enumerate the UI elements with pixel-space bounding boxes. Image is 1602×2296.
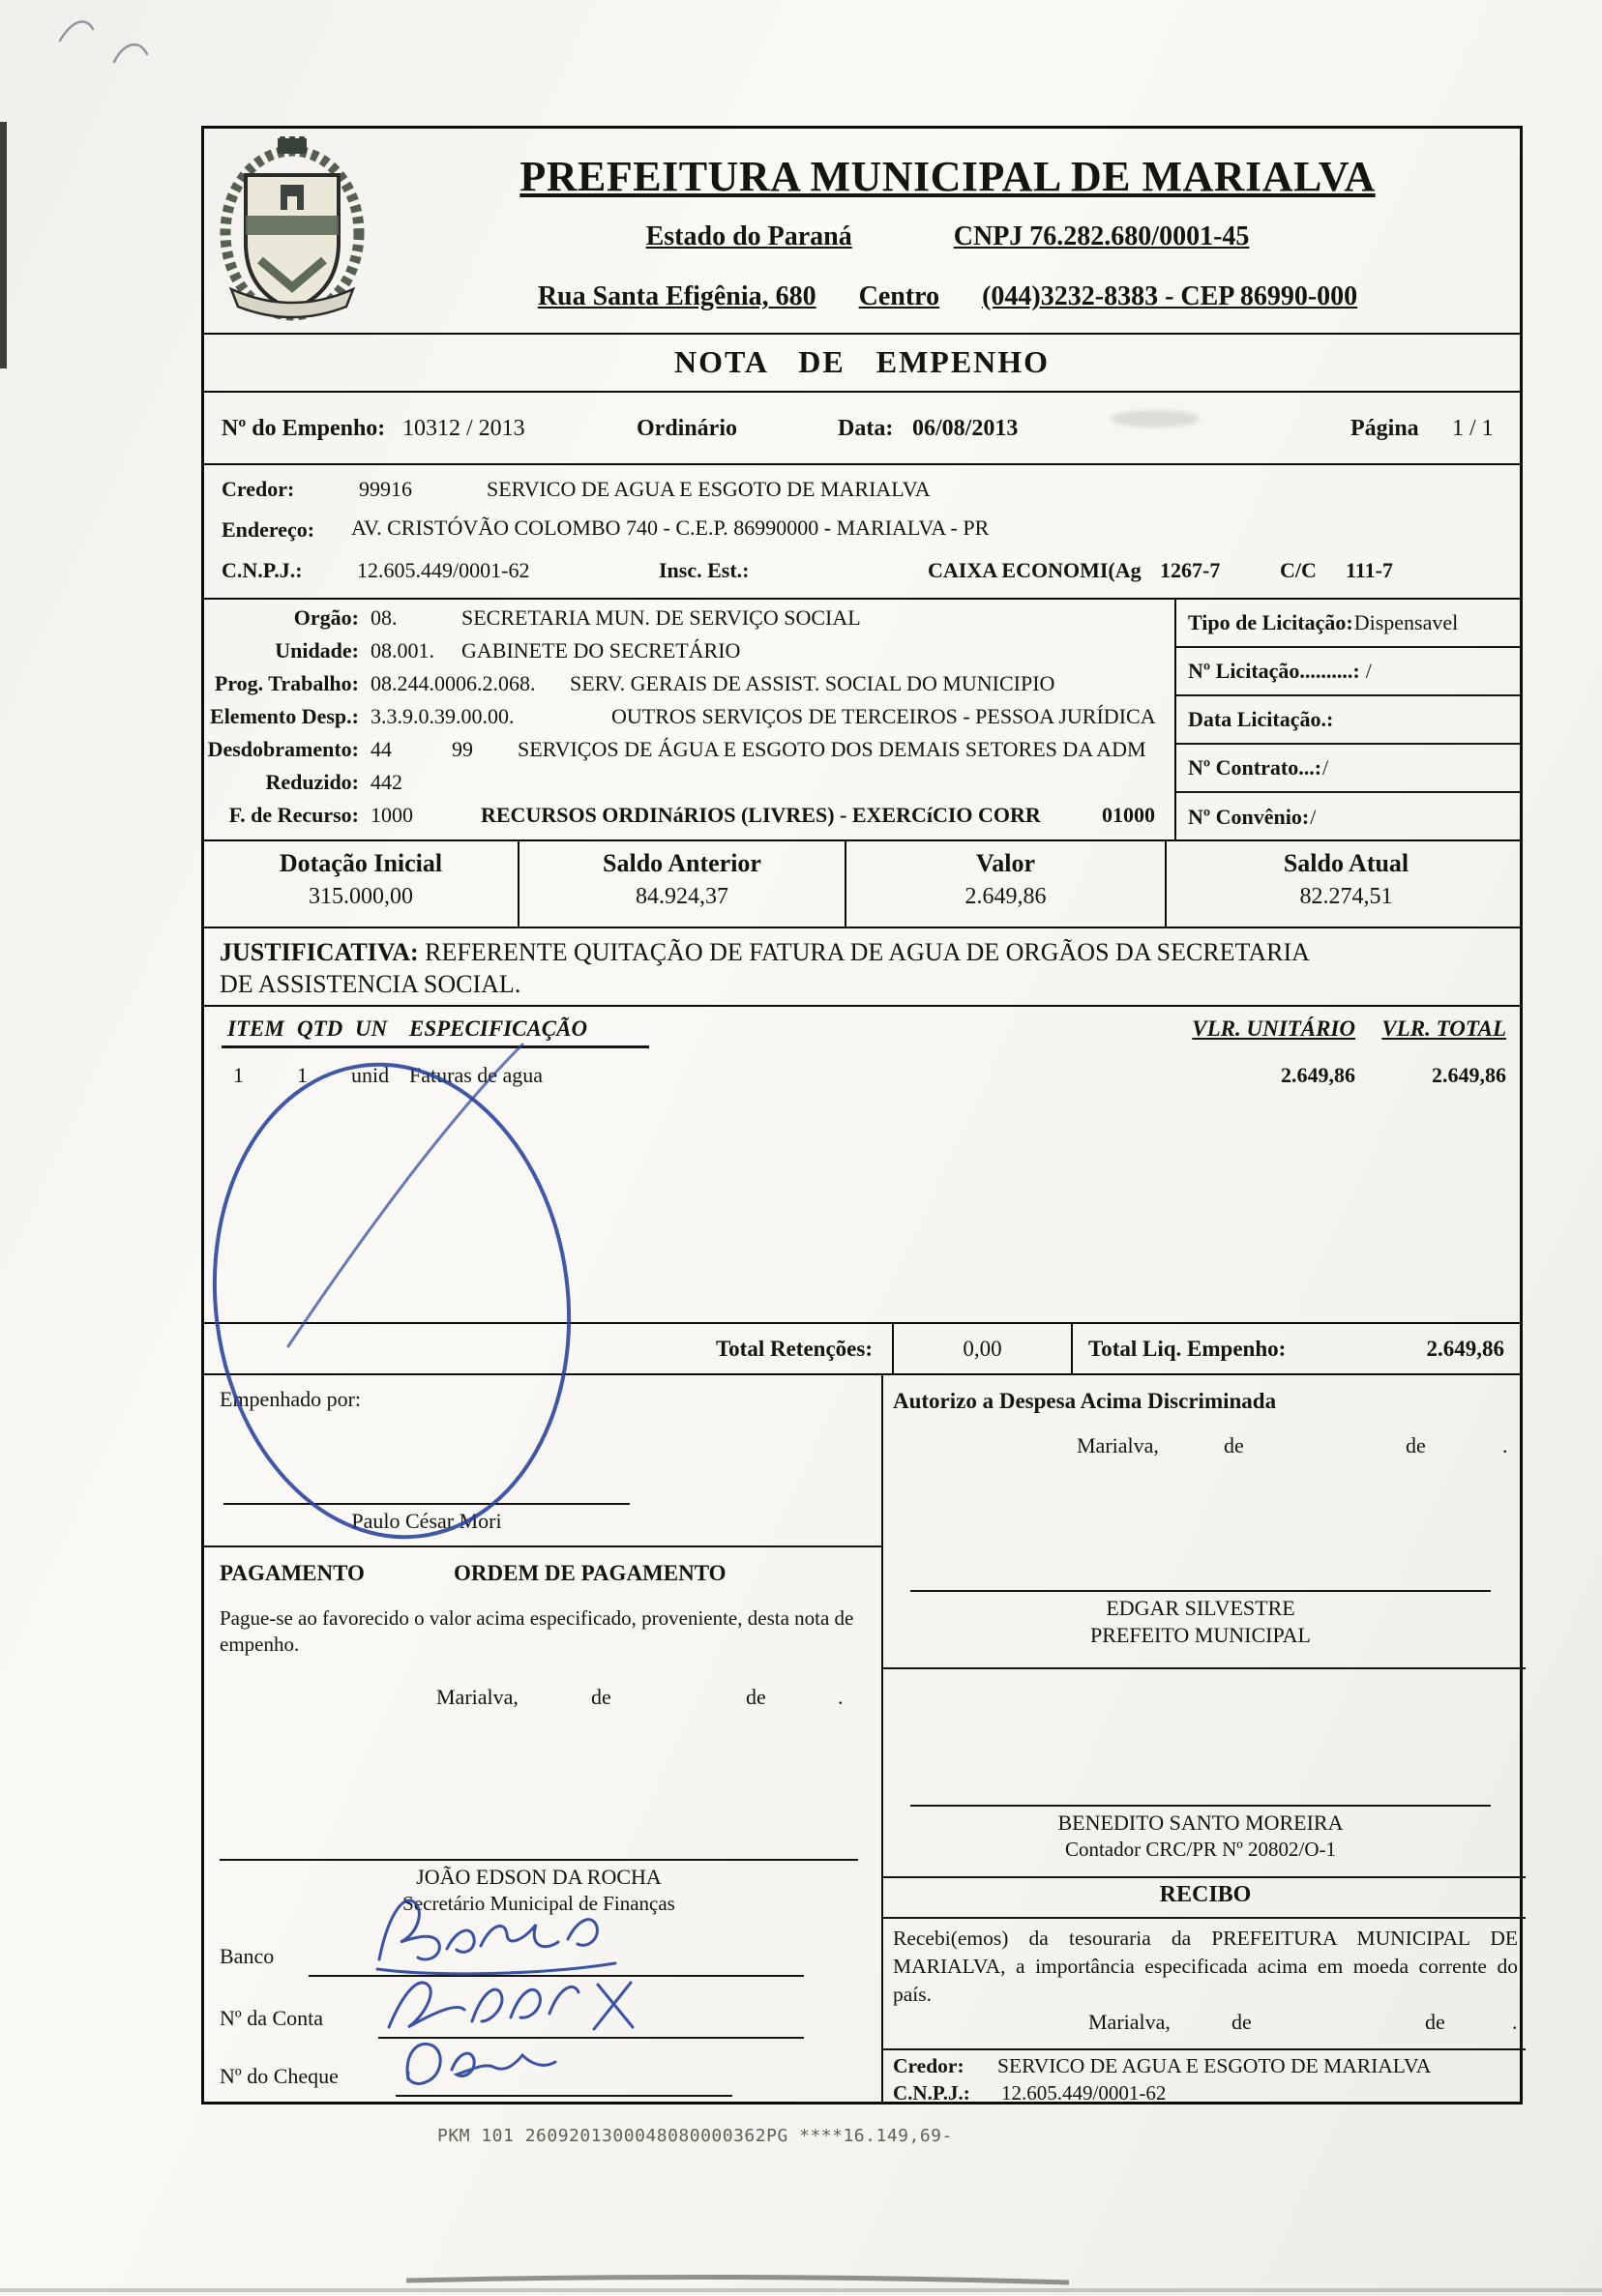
banco-name: CAIXA ECONOMI(Ag: [928, 558, 1142, 582]
section-divider: [883, 1667, 1526, 1669]
budget-label: Desdobramento:: [207, 737, 359, 761]
item-cell: 1: [233, 1063, 244, 1087]
budget-code: 08.: [371, 605, 398, 630]
nota-de-empenho-form: [201, 126, 1523, 2105]
total-retencoes-value: 0,00: [963, 1336, 1002, 1361]
date-value: 06/08/2013: [912, 416, 1019, 441]
document-header: [204, 129, 1520, 333]
licitacao-tipo-row: [1176, 600, 1520, 648]
insc-est-label: Insc. Est.:: [659, 558, 750, 582]
tipo-licitacao-value: Dispensavel: [1353, 610, 1459, 634]
espec-col-header: ESPECIFICAÇÃO: [409, 1016, 588, 1041]
money-header: Valor: [845, 841, 1165, 884]
signature-line: [910, 1805, 1491, 1807]
section-divider: [883, 2048, 1526, 2050]
city-line-de: de: [1425, 2010, 1445, 2034]
contrato-row: [1176, 745, 1520, 793]
vlr-unitario-cell: 2.649,86: [1281, 1063, 1355, 1087]
items-table: [204, 1005, 1520, 1322]
total-liq-value: 2.649,86: [1426, 1336, 1504, 1361]
state-label: Estado do Paraná: [645, 221, 852, 251]
budget-extra-code: 01000: [1102, 803, 1155, 827]
right-signature-column: [881, 1375, 1526, 2104]
total-liq-label: Total Liq. Empenho:: [1088, 1336, 1287, 1361]
budget-label: Reduzido:: [265, 770, 359, 794]
doc-title-bar: NOTA DE EMPENHO: [204, 333, 1520, 391]
marialva-coat-of-arms-icon: [216, 136, 369, 327]
phone-cep: (044)3232-8383 - CEP 86990-000: [982, 281, 1358, 311]
convenio-row: [1176, 793, 1520, 841]
city-line-de: de: [591, 1685, 611, 1709]
endereco-label: Endereço:: [222, 517, 315, 542]
un-cell: unid: [351, 1063, 390, 1087]
total-liq-cell: [1071, 1324, 1520, 1373]
recibo-credor-label: Credor:: [893, 2054, 964, 2077]
items-left-headers: [222, 1016, 649, 1048]
city-line-de: de: [1406, 1433, 1426, 1457]
pagamento-heading: PAGAMENTO: [220, 1561, 365, 1585]
licitacao-numero-row: [1176, 648, 1520, 696]
recibo-text: Recebi(emos) da tesouraria da PREFEITURA MUNICIPAL DE MARIALVA, a importância especificada acima em moeda corrente do país.: [893, 1927, 1518, 2006]
scan-edge-artifact: [0, 122, 7, 368]
money-value: 82.274,51: [1165, 884, 1526, 928]
banco-field-label: Banco: [220, 1944, 275, 1968]
cc-label: C/C: [1280, 558, 1317, 582]
total-retencoes-cell: [204, 1324, 892, 1373]
recibo-cnpj-value: 12.605.449/0001-62: [1001, 2081, 1167, 2105]
budget-block: [204, 598, 1520, 839]
conta-field-line: [378, 2037, 804, 2039]
vlr-total-cell: 2.649,86: [1432, 1063, 1506, 1087]
signature-line: [910, 1590, 1491, 1592]
total-retencoes-label: Total Retenções:: [715, 1336, 873, 1361]
city-line-dot: .: [1512, 2010, 1518, 2034]
city-line-city: Marialva,: [1088, 2010, 1171, 2034]
city-line-de: de: [1224, 1433, 1244, 1457]
budget-label: F. de Recurso:: [228, 803, 359, 827]
section-divider: [883, 1917, 1526, 1919]
money-value: 2.649,86: [845, 884, 1165, 928]
credor-name: SERVICO DE AGUA E ESGOTO DE MARIALVA: [487, 477, 931, 501]
convenio-value: /: [1310, 805, 1317, 829]
budget-label: Elemento Desp.:: [210, 704, 359, 728]
header-state-line: [383, 221, 1512, 252]
scan-bottom-streak: [0, 2288, 1602, 2292]
item-col-header: ITEM: [227, 1016, 284, 1041]
budget-label: Prog. Trabalho:: [214, 671, 359, 695]
budget-label: Unidade:: [275, 638, 359, 662]
recibo-credor-value: SERVICO DE AGUA E ESGOTO DE MARIALVA: [997, 2054, 1432, 2077]
budget-desc: RECURSOS ORDINáRIOS (LIVRES) - EXERCíCIO CORR: [481, 803, 1041, 827]
empenho-number-row: [204, 391, 1520, 463]
city-line-city: Marialva,: [436, 1685, 519, 1709]
empenho-type: Ordinário: [637, 416, 738, 441]
budget-code: 08.244.0006.2.068.: [371, 671, 536, 695]
signature-line: [220, 1859, 858, 1861]
date-label: Data:: [838, 416, 894, 441]
financas-signer-name: JOÃO EDSON DA ROCHA: [416, 1865, 662, 1889]
money-header: Dotação Inicial: [279, 849, 443, 877]
prefeito-signer-title: PREFEITO MUNICIPAL: [1090, 1623, 1311, 1647]
espec-cell: Faturas de agua: [409, 1063, 544, 1087]
section-divider: [883, 1876, 1526, 1878]
endereco-value: AV. CRISTÓVÃO COLOMBO 740 - C.E.P. 86990000 - MARIALVA - PR: [351, 515, 990, 540]
qtd-cell: 1: [297, 1063, 308, 1087]
conta-field-label: Nº da Conta: [220, 2006, 324, 2030]
tipo-licitacao-label: Tipo de Licitação:: [1188, 610, 1353, 634]
justificativa-text: REFERENTE QUITAÇÃO DE FATURA DE AGUA DE ORGÃOS DA SECRETARIA DE ASSISTENCIA SOCIAL.: [220, 938, 1309, 998]
cc-value: 111-7: [1346, 558, 1393, 582]
header-address-line: [383, 281, 1512, 312]
num-licitacao-label: Nº Licitação..........:: [1188, 659, 1360, 683]
justificativa-block: [204, 927, 1520, 1005]
credor-cnpj-label: C.N.P.J.:: [222, 558, 303, 582]
page-title: PREFEITURA MUNICIPAL DE MARIALVA: [519, 153, 1376, 200]
cheque-field-label: Nº do Cheque: [220, 2064, 339, 2088]
licitacao-data-row: [1176, 696, 1520, 745]
city-line-dot: .: [838, 1685, 844, 1709]
budget-desc: SERVIÇOS DE ÁGUA E ESGOTO DOS DEMAIS SETORES DA ADM: [518, 737, 1146, 761]
qtd-col-header: QTD: [297, 1016, 343, 1041]
vlr-unitario-header: VLR. UNITÁRIO: [1192, 1016, 1355, 1041]
recibo-cnpj-label: C.N.P.J.:: [893, 2081, 970, 2105]
money-value: 84.924,37: [518, 884, 845, 928]
autorizo-heading: Autorizo a Despesa Acima Discriminada: [893, 1389, 1277, 1413]
contador-signer-title: Contador CRC/PR Nº 20802/O-1: [1064, 1838, 1337, 1861]
signature-line: [223, 1503, 630, 1505]
cheque-field-line: [396, 2095, 732, 2097]
dot-matrix-print-line: PKM 101 2609201300048080000362PG ****16.149,69-: [437, 2126, 953, 2146]
city-line-dot: .: [1502, 1433, 1508, 1457]
agencia-value: 1267-7: [1160, 558, 1221, 582]
justificativa-label: JUSTIFICATIVA:: [220, 938, 419, 966]
empenho-number: 10312 / 2013: [402, 416, 525, 441]
retencoes-value-cell: [892, 1324, 1071, 1373]
city-line-de: de: [1231, 2010, 1252, 2034]
contrato-label: Nº Contrato...:: [1188, 755, 1322, 780]
budget-label: Orgão:: [293, 605, 359, 630]
street-address: Rua Santa Efigênia, 680: [537, 281, 816, 311]
budget-desc: OUTROS SERVIÇOS DE TERCEIROS - PESSOA JURÍDICA: [611, 704, 1156, 728]
header-text-block: [383, 129, 1512, 333]
pague-se-text: Pague-se ao favorecido o valor acima especificado, proveniente, desta nota de empenho.: [220, 1606, 854, 1656]
district: Centro: [858, 281, 940, 311]
credor-code: 99916: [359, 477, 412, 501]
budget-code2: 99: [452, 737, 473, 761]
cnpj-label: CNPJ 76.282.680/0001-45: [953, 221, 1250, 251]
budget-desc: GABINETE DO SECRETÁRIO: [461, 638, 741, 662]
left-signature-column: [204, 1375, 881, 2104]
justificativa-text-wrap: [220, 936, 1347, 1000]
city-line-city: Marialva,: [1077, 1433, 1159, 1457]
budget-code: 44: [371, 737, 392, 761]
credor-block: [204, 463, 1520, 598]
budget-code: 08.001.: [371, 638, 434, 662]
contrato-value: /: [1322, 755, 1329, 780]
page-label: Página: [1350, 416, 1419, 441]
prefeito-signer-name: EDGAR SILVESTRE: [1106, 1596, 1295, 1620]
recibo-heading: RECIBO: [1159, 1882, 1252, 1907]
city-line-de: de: [746, 1685, 766, 1709]
budget-desc: SECRETARIA MUN. DE SERVIÇO SOCIAL: [461, 605, 861, 630]
section-divider: [204, 1545, 881, 1547]
page-value: 1 / 1: [1452, 416, 1494, 441]
credor-label: Credor:: [222, 477, 295, 501]
licitacao-box: [1174, 600, 1520, 841]
contador-signer-name: BENEDITO SANTO MOREIRA: [1057, 1810, 1344, 1835]
money-header: Saldo Anterior: [518, 841, 845, 884]
money-header: Saldo Atual: [1165, 841, 1526, 884]
credor-cnpj-value: 12.605.449/0001-62: [357, 558, 530, 582]
banco-field-line: [309, 1975, 804, 1977]
ordem-pagamento-heading: ORDEM DE PAGAMENTO: [454, 1561, 727, 1585]
budget-code: 3.3.9.0.39.00.00.: [371, 704, 515, 728]
financas-signer-title: Secretário Municipal de Finanças: [402, 1892, 675, 1915]
vlr-total-header: VLR. TOTAL: [1381, 1016, 1506, 1041]
un-col-header: UN: [355, 1016, 388, 1041]
num-licitacao-value: /: [1365, 659, 1372, 683]
empenhado-signer-name: Paulo César Mori: [351, 1509, 502, 1533]
convenio-label: Nº Convênio:: [1188, 805, 1310, 829]
money-value: 315.000,00: [309, 884, 413, 909]
empenho-number-label: Nº do Empenho:: [222, 416, 386, 441]
data-licitacao-label: Data Licitação.:: [1188, 707, 1334, 731]
empenhado-por-label: Empenhado por:: [220, 1387, 362, 1411]
budget-code: 442: [371, 770, 402, 794]
budget-code: 1000: [371, 803, 413, 827]
signatures-section: [204, 1373, 1520, 2105]
totals-row: [204, 1322, 1520, 1373]
budget-desc: SERV. GERAIS DE ASSIST. SOCIAL DO MUNICIPIO: [570, 671, 1055, 695]
money-table: [204, 839, 1520, 927]
